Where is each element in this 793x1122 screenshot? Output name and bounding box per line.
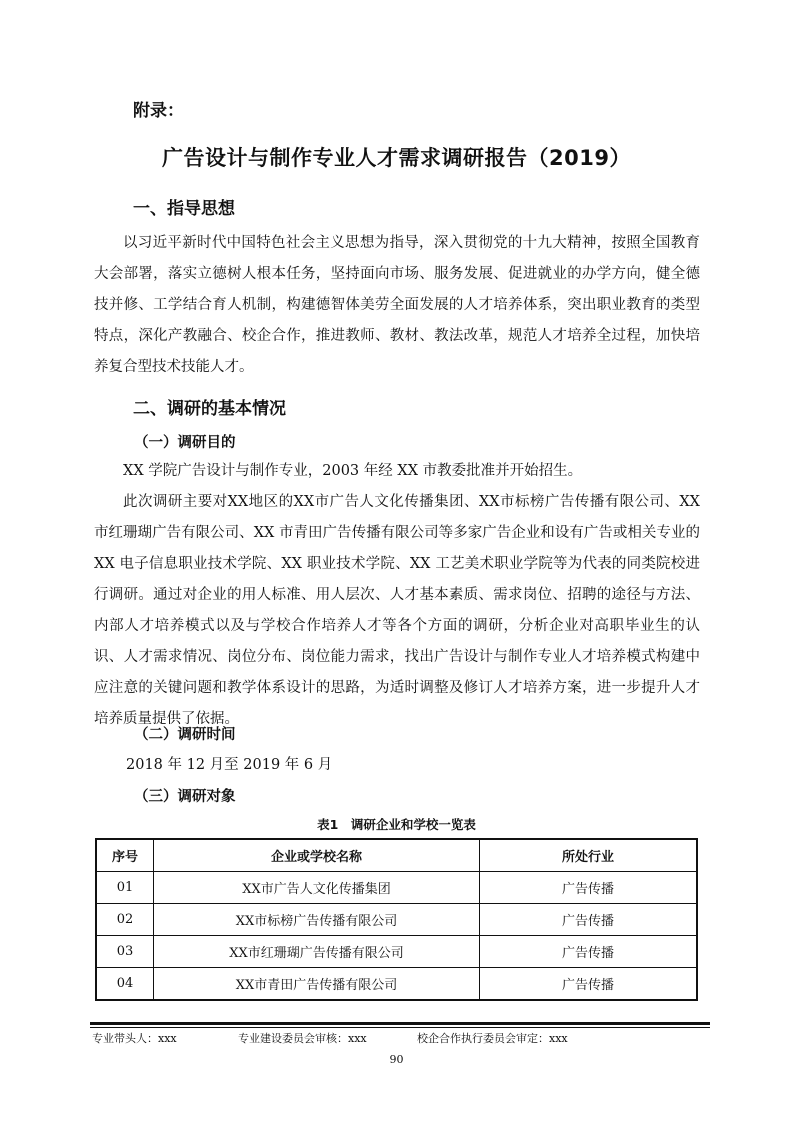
row-name: XX市广告人文化传播集团 xyxy=(154,872,480,904)
footer-program-lead: 专业带头人：xxx xyxy=(92,1032,177,1045)
footer-rule-thick xyxy=(90,1022,710,1025)
row-number: 03 xyxy=(96,936,154,968)
table-row xyxy=(96,872,697,904)
section-heading-guiding-ideology: 一、指导思想 xyxy=(133,199,235,219)
purpose-paragraph-2: 此次调研主要对XX地区的XX市广告人文化传播集团、XX市标榜广告传播有限公司、XX 市红珊瑚广告有限公司、XX 市青田广告传播有限公司等多家广告企业和设有广告或相关专业的 XX 电子信息职业技术学院、XX 职业技术学院、XX 工艺美术职业学院等为代表的同类院校进行调研。通过对企业的用人标准、用人层次、人才基本素质、需求岗位、招聘的途径与方法、内部人才培养模式以及与学校合作培养人才等各个方面的调研，分析企业对高职毕业生的认识、人才需求情况、岗位分布、岗位能力需求，找出广告设计与制作专业人才培养模式构建中应注意的关键问题和教学体系设计的思路，为适时调整及修订人才培养方案，进一步提升人才培养质量提供了依据。 xyxy=(94,494,700,727)
footer-rule-thin xyxy=(90,1027,710,1028)
page-number: 90 xyxy=(389,1053,404,1066)
row-industry: 广告传播 xyxy=(480,872,698,904)
guiding-ideology-paragraph: 以习近平新时代中国特色社会主义思想为指导，深入贯彻党的十九大精神，按照全国教育大会部署，落实立德树人根本任务，坚持面向市场、服务发展、促进就业的办学方向，健全德技并修、工学结合育人机制，构建德智体美劳全面发展的人才培养体系，突出职业教育的类型特点，深化产教融合、校企合作，推进教师、教材、教法改革，规范人才培养全过程，加快培养复合型技术技能人才。 xyxy=(94,235,700,375)
section-heading-basic-situation: 二、调研的基本情况 xyxy=(133,399,286,419)
survey-time-text: 2018 年 12 月至 2019 年 6 月 xyxy=(126,757,333,773)
document-title: 广告设计与制作专业人才需求调研报告（2019） xyxy=(162,146,631,170)
table-header-row xyxy=(96,839,697,872)
table-row xyxy=(96,968,697,1001)
footer-execution-approval: 校企合作执行委员会审定：xxx xyxy=(417,1032,568,1045)
row-name: XX市标榜广告传播有限公司 xyxy=(154,904,480,936)
row-name: XX市青田广告传播有限公司 xyxy=(154,968,480,1001)
row-industry: 广告传播 xyxy=(480,936,698,968)
subsection-heading-purpose: （一）调研目的 xyxy=(134,435,236,451)
footer-committee-review: 专业建设委员会审核：xxx xyxy=(238,1032,367,1045)
table-caption: 表1 调研企业和学校一览表 xyxy=(317,817,476,832)
header-name: 企业或学校名称 xyxy=(154,839,480,872)
row-name: XX市红珊瑚广告传播有限公司 xyxy=(154,936,480,968)
subsection-heading-time: （二）调研时间 xyxy=(134,727,236,743)
survey-table xyxy=(95,838,698,1001)
row-industry: 广告传播 xyxy=(480,904,698,936)
row-number: 04 xyxy=(96,968,154,1001)
table-row xyxy=(96,904,697,936)
purpose-paragraph-1: XX 学院广告设计与制作专业，2003 年经 XX 市教委批准并开始招生。 xyxy=(123,463,583,479)
row-number: 01 xyxy=(96,872,154,904)
row-industry: 广告传播 xyxy=(480,968,698,1001)
header-industry: 所处行业 xyxy=(480,839,698,872)
header-number: 序号 xyxy=(96,839,154,872)
appendix-label: 附录： xyxy=(133,101,184,121)
table-row xyxy=(96,936,697,968)
row-number: 02 xyxy=(96,904,154,936)
subsection-heading-targets: （三）调研对象 xyxy=(134,789,236,805)
